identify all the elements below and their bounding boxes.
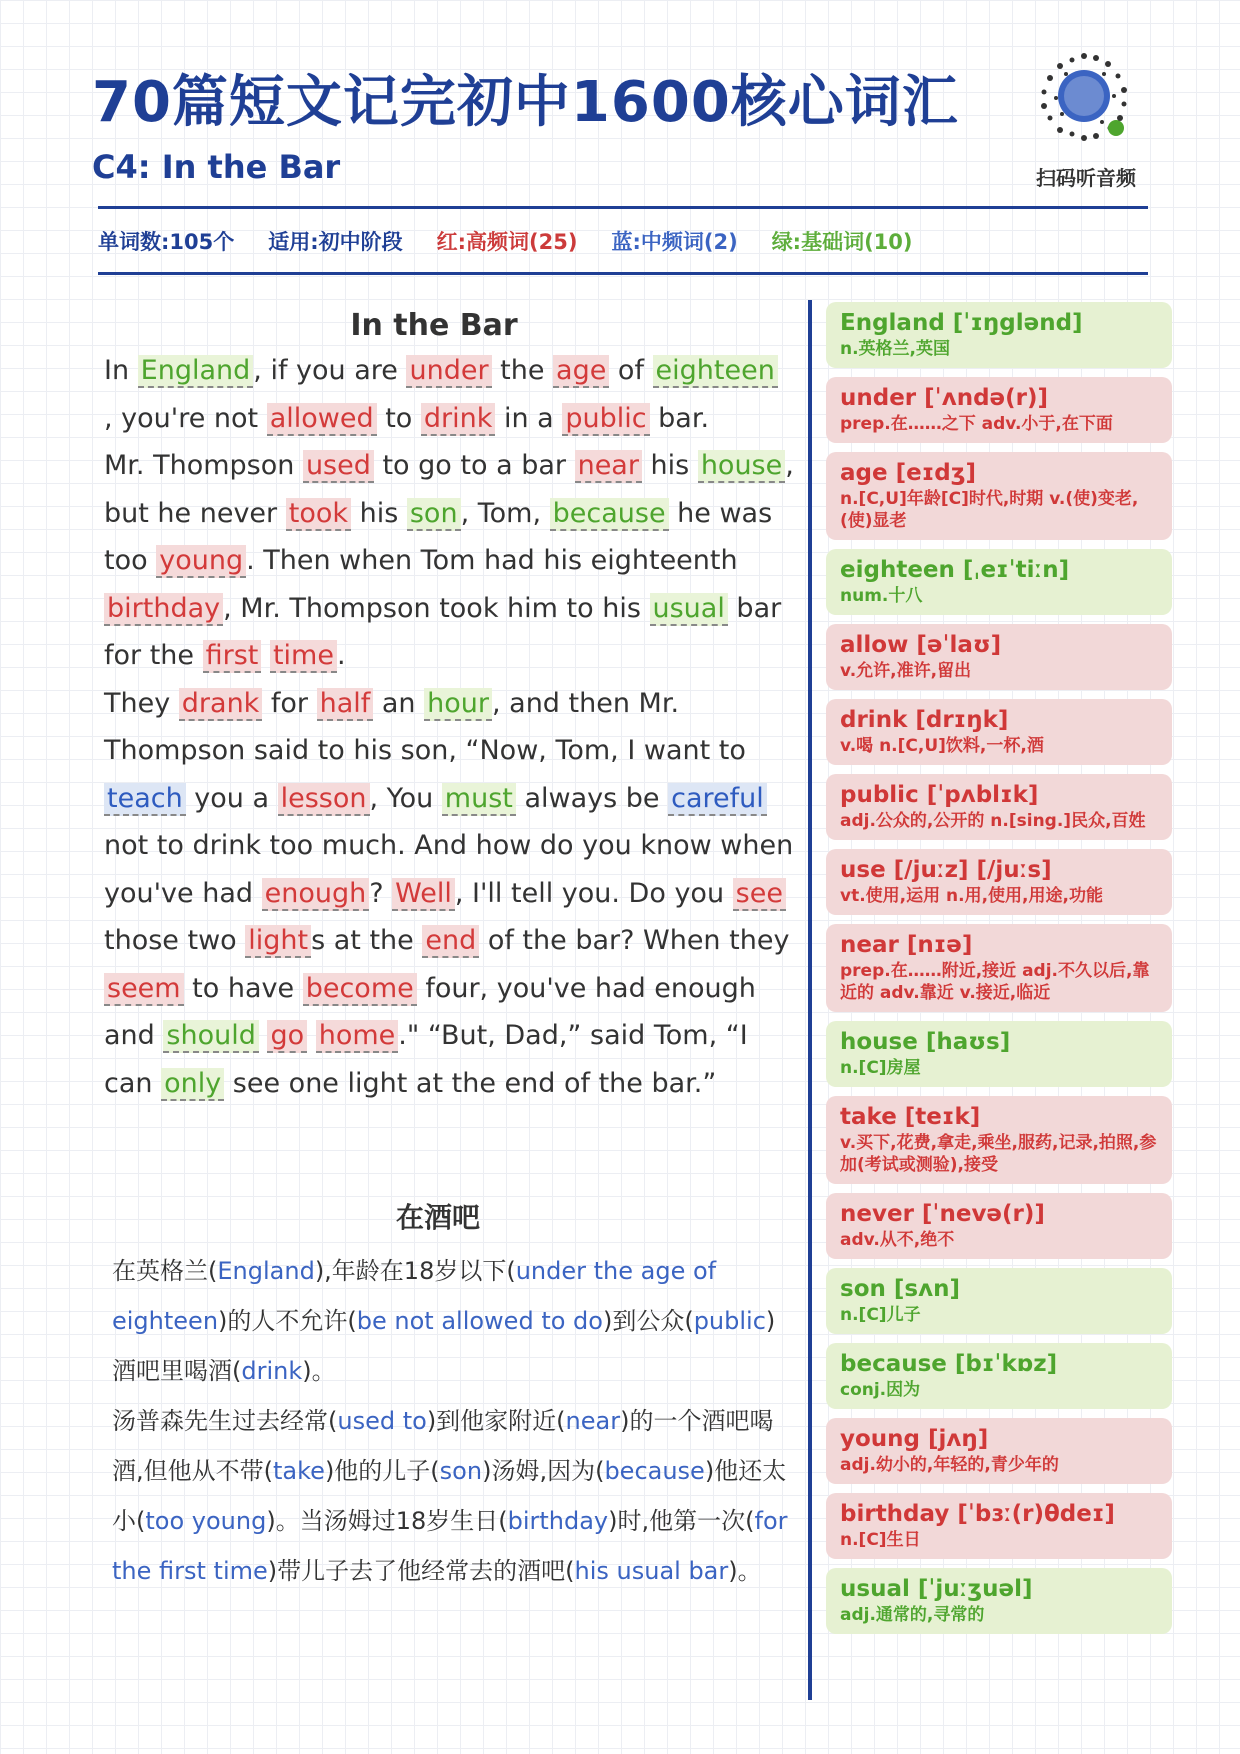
text-run: They <box>104 687 179 719</box>
level-label: 适用:初中阶段 <box>268 230 403 254</box>
vocab-word: use [/juːz] [/juːs] <box>840 857 1052 883</box>
vocab-word: birthday [ˈbɜː(r)θdeɪ] <box>840 1501 1115 1527</box>
keyword: be not allowed to do <box>356 1307 603 1335</box>
text-run: for <box>262 687 317 719</box>
keyword: too young <box>145 1507 267 1535</box>
highlighted-word[interactable]: enough <box>262 878 370 911</box>
highlighted-word[interactable]: young <box>156 545 246 578</box>
translation-paragraph-1 <box>82 1246 794 1396</box>
vocab-word: drink [drɪŋk] <box>840 707 1009 733</box>
text-run: of <box>609 355 653 386</box>
top-divider <box>98 206 1148 209</box>
lesson-subtitle: C4: In the Bar <box>92 148 341 186</box>
text-run: )时,他第一次( <box>608 1507 755 1535</box>
highlighted-word[interactable]: home <box>316 1020 399 1053</box>
vocab-definition: adj.幼小的,年轻的,青少年的 <box>840 1455 1059 1475</box>
keyword: England <box>217 1257 315 1285</box>
keyword: for the first time <box>112 1507 788 1585</box>
text-run: , and then Mr. Thompson said to his son, “Now, Tom, I want to <box>104 687 746 766</box>
vocab-card[interactable] <box>826 1418 1172 1484</box>
paragraph-2 <box>74 442 794 680</box>
text-run <box>261 640 270 671</box>
highlighted-word[interactable]: half <box>317 688 374 721</box>
highlighted-word[interactable]: near <box>575 450 642 483</box>
text-run <box>307 1020 316 1051</box>
vocab-definition: adj.通常的,寻常的 <box>840 1605 985 1625</box>
vocab-card[interactable] <box>826 774 1172 840</box>
highlighted-word[interactable]: careful <box>668 783 767 816</box>
chinese-translation <box>82 1196 794 1596</box>
highlighted-word[interactable]: seem <box>104 973 184 1006</box>
vocab-word: under [ˈʌndə(r)] <box>840 385 1049 411</box>
vocab-card[interactable] <box>826 1568 1172 1634</box>
vocab-word: take [teɪk] <box>840 1104 981 1130</box>
text-run: he was too <box>104 497 773 576</box>
vocab-definition: n.英格兰,英国 <box>840 339 951 359</box>
highlighted-word[interactable]: light <box>245 925 311 958</box>
highlighted-word[interactable]: time <box>270 640 337 673</box>
text-run: not to drink too much. And how do you know when you've had <box>104 830 794 909</box>
vocab-card[interactable] <box>826 1493 1172 1559</box>
main-title: 70篇短文记完初中1600核心词汇 <box>92 70 959 135</box>
text-run: )汤姆,因为( <box>482 1457 605 1485</box>
qr-caption: 扫码听音频 <box>1036 166 1136 190</box>
vocab-definition: prep.在……附近,接近 adj.不久以后,靠近的 adv.靠近 v.接近,临近 <box>840 961 1150 1003</box>
vocab-definition: n.[C]儿子 <box>840 1305 921 1325</box>
text-run: )到他家附近( <box>426 1407 566 1435</box>
vocab-card[interactable] <box>826 302 1172 368</box>
stats-bar <box>98 226 1148 256</box>
highlighted-word[interactable]: see <box>733 878 786 911</box>
vocab-word: son [sʌn] <box>840 1276 960 1302</box>
text-run: )。 <box>302 1357 336 1385</box>
highlighted-word[interactable]: Well <box>392 878 455 911</box>
highlighted-word[interactable]: eighteen <box>653 355 778 388</box>
text-run: , You <box>369 782 442 814</box>
vocab-card[interactable] <box>826 549 1172 615</box>
highlighted-word[interactable]: first <box>203 640 262 673</box>
text-run: ." “But, Dad,” said Tom, “I can <box>104 1020 748 1099</box>
text-run: always be <box>515 782 669 814</box>
keyword: drink <box>241 1357 303 1385</box>
vocab-definition: conj.因为 <box>840 1380 921 1400</box>
bottom-divider <box>98 272 1148 275</box>
vocab-word: because [bɪˈkɒz] <box>840 1351 1058 1377</box>
highlighted-word[interactable]: teach <box>104 783 186 816</box>
text-run: )酒吧里喝酒( <box>112 1307 776 1385</box>
text-run: )他的儿子( <box>324 1457 440 1485</box>
keyword: under the age of eighteen <box>112 1257 717 1335</box>
text-run: , Mr. Thompson took him to his <box>223 592 650 624</box>
vocab-card[interactable] <box>826 1343 1172 1409</box>
highlighted-word[interactable]: usual <box>650 593 728 626</box>
text-run: . <box>336 640 346 671</box>
text-run: )。当汤姆过18岁生日( <box>266 1507 508 1535</box>
keyword: because <box>604 1457 705 1485</box>
text-run: Mr. Thompson <box>104 450 303 481</box>
highlighted-word[interactable]: England <box>138 355 254 388</box>
translation-title: 在酒吧 <box>395 1201 480 1234</box>
text-run: , if you are <box>253 355 407 386</box>
highlighted-word[interactable]: age <box>553 355 609 388</box>
vocab-card[interactable] <box>826 624 1172 690</box>
keyword: his usual bar <box>574 1557 729 1585</box>
text-run: see one light at the end of the bar.” <box>224 1067 717 1099</box>
text-run: of the bar? When they <box>479 925 790 956</box>
text-run: an <box>373 687 425 719</box>
text-run: 汤普森先生过去经常( <box>112 1407 338 1435</box>
text-run: his <box>351 497 407 529</box>
text-run: ? <box>369 877 393 909</box>
text-run: )到公众( <box>602 1307 694 1335</box>
text-run: . Then when Tom had his eighteenth <box>246 545 738 576</box>
vocab-card[interactable] <box>826 1268 1172 1334</box>
qr-code-icon[interactable] <box>1036 48 1132 144</box>
text-run: s at the <box>311 925 423 956</box>
text-run: , you're not <box>104 402 267 434</box>
highlighted-word[interactable]: house <box>698 450 785 483</box>
passage-body <box>74 347 794 1107</box>
keyword: son <box>439 1457 483 1485</box>
vocab-word: eighteen [ˌeɪˈtiːn] <box>840 557 1070 583</box>
word-count: 单词数:105个 <box>98 230 235 254</box>
vocab-definition: v.买下,花费,拿走,乘坐,服药,记录,拍照,参加(考试或测验),接受 <box>840 1133 1157 1175</box>
high-frequency-legend: 红:高频词(25) <box>436 230 578 254</box>
text-run: his <box>641 450 698 481</box>
highlighted-word[interactable]: must <box>442 783 516 816</box>
vocabulary-list <box>826 302 1172 1643</box>
basic-word-legend: 绿:基础词(10) <box>771 230 913 254</box>
passage-title: In the Bar <box>350 308 518 343</box>
text-run: to go to a bar <box>373 450 575 481</box>
highlighted-word[interactable]: drank <box>179 688 263 721</box>
text-run: you a <box>185 782 278 814</box>
text-run: in a <box>495 402 563 434</box>
highlighted-word[interactable]: because <box>550 498 669 531</box>
text-run: bar. <box>649 402 710 434</box>
text-run: those two <box>104 925 246 956</box>
highlighted-word[interactable]: public <box>562 403 649 436</box>
keyword: birthday <box>507 1507 609 1535</box>
text-run: In <box>104 355 138 386</box>
vocab-card[interactable] <box>826 924 1172 1012</box>
keyword: used to <box>337 1407 427 1435</box>
english-passage <box>74 308 794 1107</box>
text-run: bar for the <box>104 592 782 671</box>
highlighted-word[interactable]: allowed <box>267 403 377 436</box>
highlighted-word[interactable]: son <box>407 498 461 531</box>
vocab-word: public [ˈpʌblɪk] <box>840 782 1039 808</box>
vocab-definition: adv.从不,绝不 <box>840 1230 955 1250</box>
text-run: the <box>491 355 554 386</box>
text-run: 在英格兰( <box>112 1257 218 1285</box>
highlighted-word[interactable]: end <box>422 925 479 958</box>
translation-body <box>82 1246 794 1596</box>
vocab-definition: v.喝 n.[C,U]饮料,一杯,酒 <box>840 736 1044 756</box>
text-run: to <box>376 402 421 434</box>
text-run: , I'll tell you. Do you <box>454 877 733 909</box>
vocab-card[interactable] <box>826 377 1172 443</box>
vocab-card[interactable] <box>826 1021 1172 1087</box>
vocab-word: usual [ˈjuːʒuəl] <box>840 1576 1033 1602</box>
vocab-definition: v.允许,准许,留出 <box>840 661 972 681</box>
highlighted-word[interactable]: only <box>161 1068 224 1101</box>
text-run: , but he never <box>104 450 794 529</box>
vocab-word: age [eɪdʒ] <box>840 460 976 486</box>
highlighted-word[interactable]: should <box>163 1020 258 1053</box>
keyword: public <box>693 1307 766 1335</box>
vocab-definition: n.[C]房屋 <box>840 1058 921 1078</box>
vocab-card[interactable] <box>826 1193 1172 1259</box>
keyword: near <box>565 1407 621 1435</box>
highlighted-word[interactable]: used <box>303 450 374 483</box>
vocab-definition: vt.使用,运用 n.用,使用,用途,功能 <box>840 886 1103 906</box>
highlighted-word[interactable]: under <box>406 355 491 388</box>
highlighted-word[interactable]: drink <box>421 403 496 436</box>
vocab-definition: prep.在……之下 adv.小于,在下面 <box>840 414 1113 434</box>
text-run: , Tom, <box>460 497 550 529</box>
keyword: take <box>273 1457 325 1485</box>
vocab-card[interactable] <box>826 1096 1172 1184</box>
highlighted-word[interactable]: lesson <box>278 783 370 816</box>
text-run: four, you've had enough and <box>104 972 756 1051</box>
text-run: )他还太小( <box>112 1457 787 1535</box>
highlighted-word[interactable]: birthday <box>104 593 223 626</box>
vocab-card[interactable] <box>826 849 1172 915</box>
highlighted-word[interactable]: hour <box>424 688 492 721</box>
text-run: to have <box>183 972 303 1004</box>
column-divider <box>808 300 812 1700</box>
vocab-definition: adj.公众的,公开的 n.[sing.]民众,百姓 <box>840 811 1146 831</box>
vocab-definition: n.[C]生日 <box>840 1530 921 1550</box>
highlighted-word[interactable]: go <box>267 1020 307 1053</box>
vocab-card[interactable] <box>826 452 1172 540</box>
vocab-card[interactable] <box>826 699 1172 765</box>
text-run: )的一个酒吧喝酒,但他从不带( <box>112 1407 774 1485</box>
text-run: ),年龄在18岁以下( <box>314 1257 516 1285</box>
vocab-word: near [nɪə] <box>840 932 973 958</box>
text-run: )。 <box>728 1557 762 1585</box>
paragraph-3 <box>74 680 794 1108</box>
paragraph-1 <box>74 347 794 442</box>
highlighted-word[interactable]: took <box>286 498 351 531</box>
vocab-definition: num.十八 <box>840 586 923 606</box>
translation-paragraph-2 <box>82 1396 794 1596</box>
highlighted-word[interactable]: become <box>303 973 417 1006</box>
vocab-word: England [ˈɪŋglənd] <box>840 310 1083 336</box>
text-run: )的人不允许( <box>218 1307 357 1335</box>
vocab-definition: n.[C,U]年龄[C]时代,时期 v.(使)变老,(使)显老 <box>840 489 1139 531</box>
vocab-word: house [haʊs] <box>840 1029 1011 1055</box>
text-run: )带儿子去了他经常去的酒吧( <box>267 1557 575 1585</box>
vocab-word: young [jʌŋ] <box>840 1426 989 1452</box>
vocab-word: allow [əˈlaʊ] <box>840 632 1002 658</box>
mid-frequency-legend: 蓝:中频词(2) <box>611 230 738 254</box>
vocab-word: never [ˈnevə(r)] <box>840 1201 1045 1227</box>
